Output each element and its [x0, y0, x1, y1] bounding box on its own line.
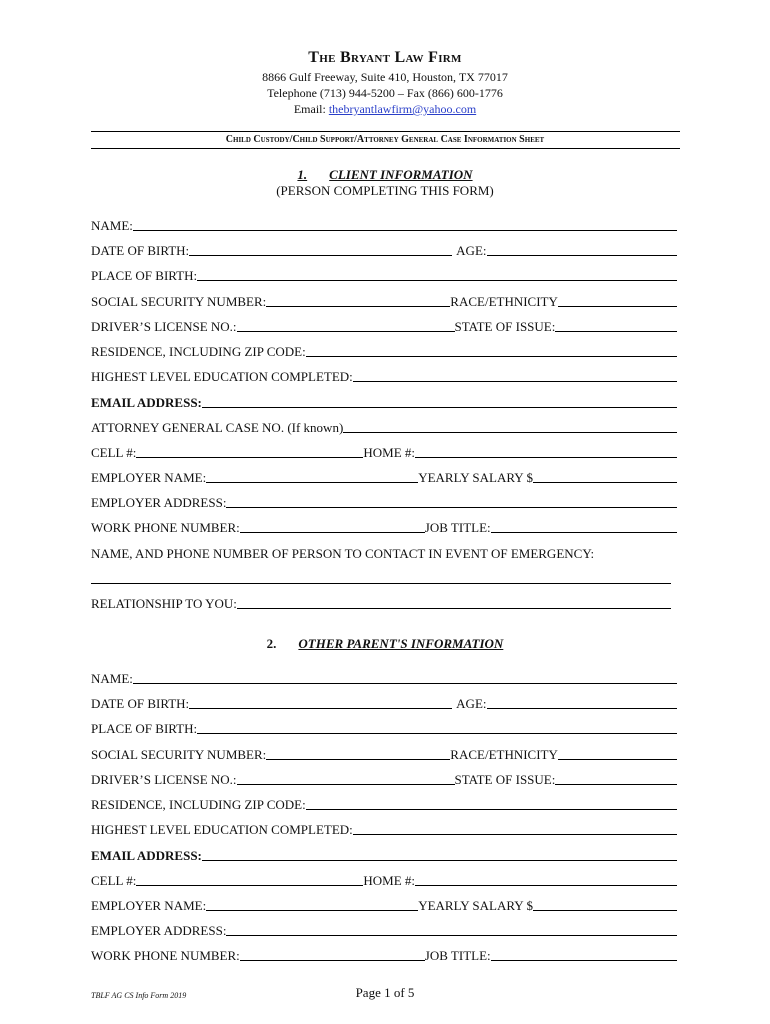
section-1-title: CLIENT INFORMATION	[329, 167, 473, 182]
client-work-phone-row	[91, 518, 677, 536]
client-employer-address-field[interactable]	[226, 507, 677, 508]
form-id: TBLF AG CS Info Form 2019	[91, 991, 187, 1000]
client-state-field[interactable]	[555, 331, 677, 332]
client-cell-label: CELL #:	[91, 445, 137, 460]
sheet-title: Child Custody/Child Support/Attorney General Case Information Sheet	[225, 134, 545, 145]
firm-name: The Bryant Law Firm	[308, 49, 462, 66]
client-employer-address-row	[91, 493, 677, 511]
client-state-label: STATE OF ISSUE:	[454, 319, 556, 334]
parent-name-label: NAME:	[91, 671, 133, 686]
parent-cell-label: CELL #:	[91, 873, 137, 888]
client-dl-row	[91, 317, 677, 335]
client-emergency-row	[91, 544, 677, 562]
section-2-number: 2.	[266, 636, 277, 651]
parent-dl-row	[91, 770, 677, 788]
client-ssn-label: SOCIAL SECURITY NUMBER:	[91, 294, 267, 309]
client-email-row	[91, 393, 677, 411]
client-pob-field[interactable]	[197, 280, 677, 281]
parent-home-field[interactable]	[415, 885, 677, 886]
client-email-field[interactable]	[202, 407, 677, 408]
firm-address: 8866 Gulf Freeway, Suite 410, Houston, TX 77017	[262, 70, 508, 84]
client-work-phone-label: WORK PHONE NUMBER:	[91, 520, 240, 535]
parent-residence-row	[91, 795, 677, 813]
client-employer-field[interactable]	[206, 482, 418, 483]
parent-employer-address-label: EMPLOYER ADDRESS:	[91, 923, 227, 938]
client-relationship-field[interactable]	[237, 608, 671, 609]
client-age-label: AGE:	[456, 243, 487, 258]
client-cell-field[interactable]	[136, 457, 363, 458]
header-rule-bottom	[91, 148, 680, 149]
section-2-heading	[0, 636, 770, 652]
client-name-field[interactable]	[133, 230, 677, 231]
client-residence-row	[91, 342, 677, 360]
client-dl-label: DRIVER’S LICENSE NO.:	[91, 319, 237, 334]
client-education-label: HIGHEST LEVEL EDUCATION COMPLETED:	[91, 369, 353, 384]
client-phone-row	[91, 443, 677, 461]
client-age-field[interactable]	[487, 255, 677, 256]
parent-job-title-field[interactable]	[491, 960, 677, 961]
client-dl-field[interactable]	[237, 331, 455, 332]
firm-email-line	[0, 102, 770, 117]
parent-education-field[interactable]	[353, 834, 677, 835]
parent-employer-address-row	[91, 921, 677, 939]
parent-employer-row	[91, 896, 677, 914]
parent-work-phone-row	[91, 946, 677, 964]
parent-age-label: AGE:	[456, 696, 487, 711]
client-employer-label: EMPLOYER NAME:	[91, 470, 207, 485]
client-home-label: HOME #:	[363, 445, 416, 460]
parent-state-label: STATE OF ISSUE:	[454, 772, 556, 787]
client-dob-label: DATE OF BIRTH:	[91, 243, 190, 258]
client-employer-row	[91, 468, 677, 486]
client-dob-row	[91, 241, 677, 259]
client-education-row	[91, 367, 677, 385]
section-1-heading	[0, 167, 770, 183]
parent-dl-label: DRIVER’S LICENSE NO.:	[91, 772, 237, 787]
client-email-label: EMAIL ADDRESS:	[91, 395, 202, 410]
parent-dob-row	[91, 694, 677, 712]
client-salary-label: YEARLY SALARY $	[418, 470, 533, 485]
client-residence-label: RESIDENCE, INCLUDING ZIP CODE:	[91, 344, 306, 359]
header-rule-top	[91, 131, 680, 132]
parent-email-label: EMAIL ADDRESS:	[91, 848, 202, 863]
parent-name-field[interactable]	[133, 683, 677, 684]
client-ag-case-field[interactable]	[343, 432, 677, 433]
section-2-title: OTHER PARENT'S INFORMATION	[298, 636, 504, 651]
parent-work-phone-field[interactable]	[240, 960, 425, 961]
parent-name-row	[91, 669, 677, 687]
parent-residence-field[interactable]	[306, 809, 677, 810]
client-job-title-label: JOB TITLE:	[424, 520, 491, 535]
client-work-phone-field[interactable]	[240, 532, 425, 533]
client-ag-case-label: ATTORNEY GENERAL CASE NO. (If known)	[91, 420, 344, 435]
parent-education-row	[91, 820, 677, 838]
parent-pob-field[interactable]	[197, 733, 677, 734]
parent-salary-field[interactable]	[533, 910, 677, 911]
client-dob-field[interactable]	[189, 255, 452, 256]
client-relationship-row	[91, 594, 671, 612]
client-emergency-line-row	[91, 569, 671, 587]
parent-state-field[interactable]	[555, 784, 677, 785]
parent-ssn-field[interactable]	[266, 759, 450, 760]
email-label: Email:	[293, 102, 329, 116]
parent-dl-field[interactable]	[237, 784, 455, 785]
parent-residence-label: RESIDENCE, INCLUDING ZIP CODE:	[91, 797, 306, 812]
parent-age-field[interactable]	[487, 708, 677, 709]
client-emergency-label: NAME, AND PHONE NUMBER OF PERSON TO CONTACT IN EVENT OF EMERGENCY:	[91, 546, 595, 561]
client-education-field[interactable]	[353, 381, 677, 382]
parent-dob-field[interactable]	[189, 708, 452, 709]
client-name-row	[91, 216, 677, 234]
parent-pob-label: PLACE OF BIRTH:	[91, 721, 198, 736]
client-relationship-label: RELATIONSHIP TO YOU:	[91, 596, 237, 611]
parent-employer-label: EMPLOYER NAME:	[91, 898, 207, 913]
client-race-field[interactable]	[558, 306, 677, 307]
client-ag-case-row	[91, 418, 677, 436]
parent-education-label: HIGHEST LEVEL EDUCATION COMPLETED:	[91, 822, 353, 837]
client-emergency-field[interactable]	[91, 583, 671, 584]
parent-salary-label: YEARLY SALARY $	[418, 898, 533, 913]
parent-race-label: RACE/ETHNICITY	[450, 747, 558, 762]
parent-home-label: HOME #:	[363, 873, 416, 888]
parent-work-phone-label: WORK PHONE NUMBER:	[91, 948, 240, 963]
client-name-label: NAME:	[91, 218, 133, 233]
client-home-field[interactable]	[415, 457, 677, 458]
client-job-title-field[interactable]	[491, 532, 677, 533]
firm-telephone: Telephone (713) 944-5200 – Fax (866) 600-1776	[267, 86, 503, 100]
client-race-label: RACE/ETHNICITY	[450, 294, 558, 309]
parent-employer-field[interactable]	[206, 910, 418, 911]
page-number: Page 1 of 5	[355, 985, 415, 1000]
parent-cell-field[interactable]	[136, 885, 363, 886]
section-1-subtitle: (PERSON COMPLETING THIS FORM)	[276, 183, 494, 198]
section-1-number: 1.	[297, 167, 308, 182]
parent-email-row	[91, 846, 677, 864]
email-link[interactable]: thebryantlawfirm@yahoo.com	[328, 102, 477, 116]
client-salary-field[interactable]	[533, 482, 677, 483]
client-ssn-field[interactable]	[266, 306, 450, 307]
client-pob-label: PLACE OF BIRTH:	[91, 268, 198, 283]
client-residence-field[interactable]	[306, 356, 677, 357]
parent-phone-row	[91, 871, 677, 889]
parent-race-field[interactable]	[558, 759, 677, 760]
client-pob-row	[91, 266, 677, 284]
parent-dob-label: DATE OF BIRTH:	[91, 696, 190, 711]
client-ssn-row	[91, 292, 677, 310]
parent-employer-address-field[interactable]	[226, 935, 677, 936]
parent-pob-row	[91, 719, 677, 737]
parent-ssn-row	[91, 745, 677, 763]
parent-email-field[interactable]	[202, 860, 677, 861]
client-employer-address-label: EMPLOYER ADDRESS:	[91, 495, 227, 510]
parent-ssn-label: SOCIAL SECURITY NUMBER:	[91, 747, 267, 762]
parent-job-title-label: JOB TITLE:	[424, 948, 491, 963]
